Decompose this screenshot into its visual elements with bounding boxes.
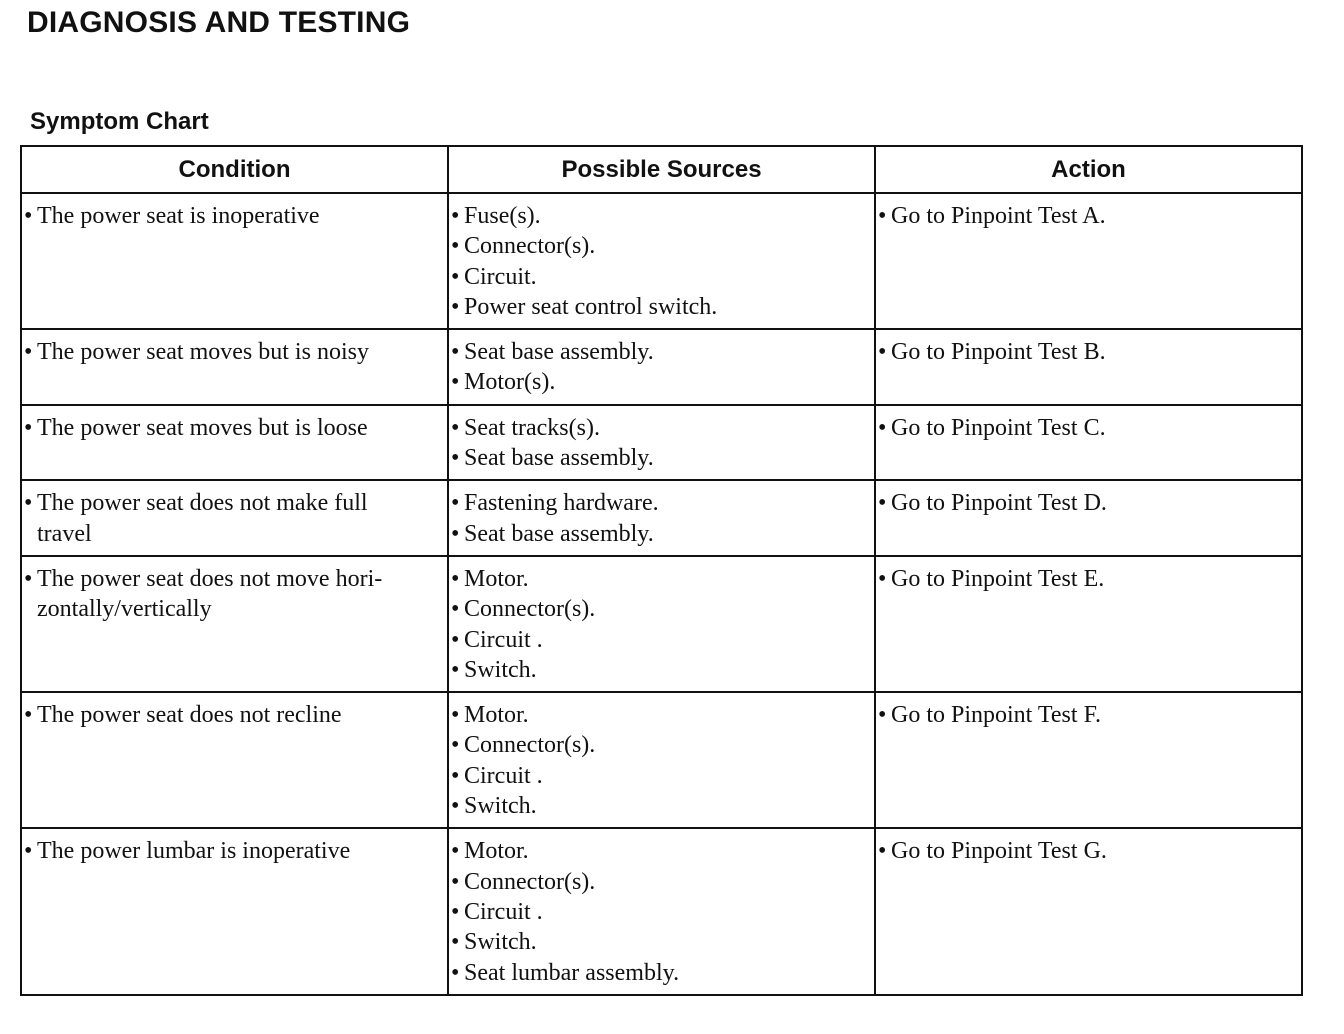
condition-cell: [21, 405, 448, 481]
table-header: [21, 146, 1302, 193]
action-item: [878, 836, 1297, 866]
source-text: Connector(s).: [464, 596, 596, 623]
bullet: •: [451, 868, 460, 895]
bullet: •: [451, 732, 460, 759]
bullet: •: [451, 762, 460, 789]
bullet: •: [24, 702, 33, 729]
bullet: •: [451, 233, 460, 260]
bullet-line: [24, 488, 443, 549]
bullet-line: [24, 836, 443, 866]
source-text: Seat lumbar assembly.: [464, 959, 680, 986]
table-row: [21, 692, 1302, 828]
bullet-line: [24, 201, 443, 231]
cell-text-line: The power seat moves but is loose: [37, 414, 368, 441]
source-text: Power seat control switch.: [464, 293, 718, 320]
action-text: Go to Pinpoint Test F.: [891, 702, 1101, 729]
source-text: Motor.: [464, 565, 529, 592]
action-item: [878, 564, 1297, 594]
bullet-line: [24, 700, 443, 730]
source-text: Connector(s).: [464, 868, 596, 895]
page-title: DIAGNOSIS AND TESTING: [27, 6, 411, 39]
bullet: •: [451, 656, 460, 683]
bullet: •: [451, 959, 460, 986]
action-text: Go to Pinpoint Test E.: [891, 565, 1105, 592]
table-row: [21, 480, 1302, 556]
source-text: Circuit .: [464, 898, 543, 925]
cell-text-line: The power seat is inoperative: [37, 203, 320, 229]
source-item: [451, 337, 870, 367]
cell-text-line: The power lumbar is inoperative: [37, 838, 351, 865]
condition-cell: [21, 480, 448, 556]
header-possible-sources: Possible Sources: [448, 146, 875, 193]
source-text: Switch.: [464, 929, 537, 956]
cell-text-line: The power seat does not recline: [37, 702, 342, 729]
source-text: Connector(s).: [464, 732, 596, 759]
table-row: [21, 828, 1302, 994]
source-text: Motor.: [464, 838, 529, 865]
source-item: [451, 625, 870, 655]
table-row: [21, 329, 1302, 405]
action-cell: [875, 692, 1302, 828]
source-text: Seat base assembly.: [464, 445, 654, 472]
source-item: [451, 488, 870, 518]
table-body: [21, 193, 1302, 995]
action-text: Go to Pinpoint Test A.: [891, 203, 1106, 229]
bullet: •: [878, 414, 887, 441]
bullet: •: [878, 565, 887, 592]
bullet: •: [24, 838, 33, 865]
source-text: Seat base assembly.: [464, 520, 654, 547]
action-item: [878, 700, 1297, 730]
bullet: •: [451, 263, 460, 290]
bullet: •: [451, 520, 460, 547]
action-cell: [875, 405, 1302, 481]
action-cell: [875, 556, 1302, 692]
source-item: [451, 262, 870, 292]
bullet: •: [878, 838, 887, 865]
sources-cell: [448, 480, 875, 556]
action-text: Go to Pinpoint Test B.: [891, 339, 1106, 366]
action-cell: [875, 329, 1302, 405]
bullet: •: [451, 490, 460, 517]
source-item: [451, 594, 870, 624]
source-text: Switch.: [464, 793, 537, 820]
table-row: [21, 405, 1302, 481]
cell-text-line: zontally/vertically: [37, 596, 212, 623]
bullet: •: [878, 203, 887, 229]
action-cell: [875, 828, 1302, 994]
source-text: Seat base assembly.: [464, 339, 654, 366]
source-text: Circuit .: [464, 626, 543, 653]
source-text: Fuse(s).: [464, 203, 541, 229]
bullet: •: [451, 293, 460, 320]
source-item: [451, 413, 870, 443]
source-item: [451, 367, 870, 397]
source-text: Circuit.: [464, 263, 537, 290]
sources-cell: [448, 405, 875, 481]
table-row: [21, 556, 1302, 692]
bullet: •: [878, 702, 887, 729]
condition-cell: [21, 193, 448, 329]
bullet: •: [451, 339, 460, 366]
source-item: [451, 897, 870, 927]
bullet: •: [451, 793, 460, 820]
sources-cell: [448, 692, 875, 828]
source-item: [451, 791, 870, 821]
source-item: [451, 231, 870, 261]
section-title: Symptom Chart: [30, 108, 209, 135]
bullet: •: [451, 898, 460, 925]
bullet: •: [878, 339, 887, 366]
bullet-line: [24, 413, 443, 443]
bullet: •: [451, 838, 460, 865]
bullet: •: [24, 565, 33, 592]
cell-text-line: The power seat moves but is noisy: [37, 339, 369, 366]
sources-cell: [448, 193, 875, 329]
source-item: [451, 867, 870, 897]
condition-cell: [21, 692, 448, 828]
header-condition: Condition: [21, 146, 448, 193]
action-cell: [875, 480, 1302, 556]
condition-cell: [21, 556, 448, 692]
bullet: •: [451, 445, 460, 472]
source-text: Motor.: [464, 702, 529, 729]
source-text: Motor(s).: [464, 369, 556, 396]
cell-text-line: The power seat does not make full: [37, 490, 368, 517]
action-item: [878, 201, 1297, 231]
source-item: [451, 201, 870, 231]
bullet: •: [451, 626, 460, 653]
condition-cell: [21, 828, 448, 994]
action-text: Go to Pinpoint Test D.: [891, 490, 1107, 517]
source-item: [451, 700, 870, 730]
bullet: •: [451, 414, 460, 441]
bullet-line: [24, 337, 443, 367]
action-item: [878, 337, 1297, 367]
source-item: [451, 655, 870, 685]
source-item: [451, 292, 870, 322]
bullet: •: [451, 369, 460, 396]
bullet: •: [451, 596, 460, 623]
action-item: [878, 488, 1297, 518]
source-text: Circuit .: [464, 762, 543, 789]
action-text: Go to Pinpoint Test G.: [891, 838, 1107, 865]
source-item: [451, 519, 870, 549]
action-item: [878, 413, 1297, 443]
bullet: •: [24, 414, 33, 441]
cell-text-line: The power seat does not move hori-: [37, 565, 383, 592]
source-item: [451, 730, 870, 760]
bullet-line: [24, 564, 443, 625]
source-item: [451, 564, 870, 594]
source-item: [451, 761, 870, 791]
source-text: Fastening hardware.: [464, 490, 659, 517]
source-text: Seat tracks(s).: [464, 414, 600, 441]
source-item: [451, 443, 870, 473]
source-text: Switch.: [464, 656, 537, 683]
symptom-chart-table: [20, 145, 1303, 996]
bullet: •: [451, 565, 460, 592]
header-action: Action: [875, 146, 1302, 193]
bullet: •: [878, 490, 887, 517]
cell-text-line: travel: [37, 520, 92, 547]
source-item: [451, 927, 870, 957]
bullet: •: [24, 339, 33, 366]
source-item: [451, 958, 870, 988]
source-text: Connector(s).: [464, 233, 596, 260]
bullet: •: [24, 490, 33, 517]
sources-cell: [448, 329, 875, 405]
action-text: Go to Pinpoint Test C.: [891, 414, 1106, 441]
condition-cell: [21, 329, 448, 405]
bullet: •: [24, 203, 33, 229]
sources-cell: [448, 556, 875, 692]
bullet: •: [451, 203, 460, 229]
header-row: [21, 146, 1302, 193]
sources-cell: [448, 828, 875, 994]
action-cell: [875, 193, 1302, 329]
bullet: •: [451, 702, 460, 729]
bullet: •: [451, 929, 460, 956]
table-row: [21, 193, 1302, 329]
source-item: [451, 836, 870, 866]
